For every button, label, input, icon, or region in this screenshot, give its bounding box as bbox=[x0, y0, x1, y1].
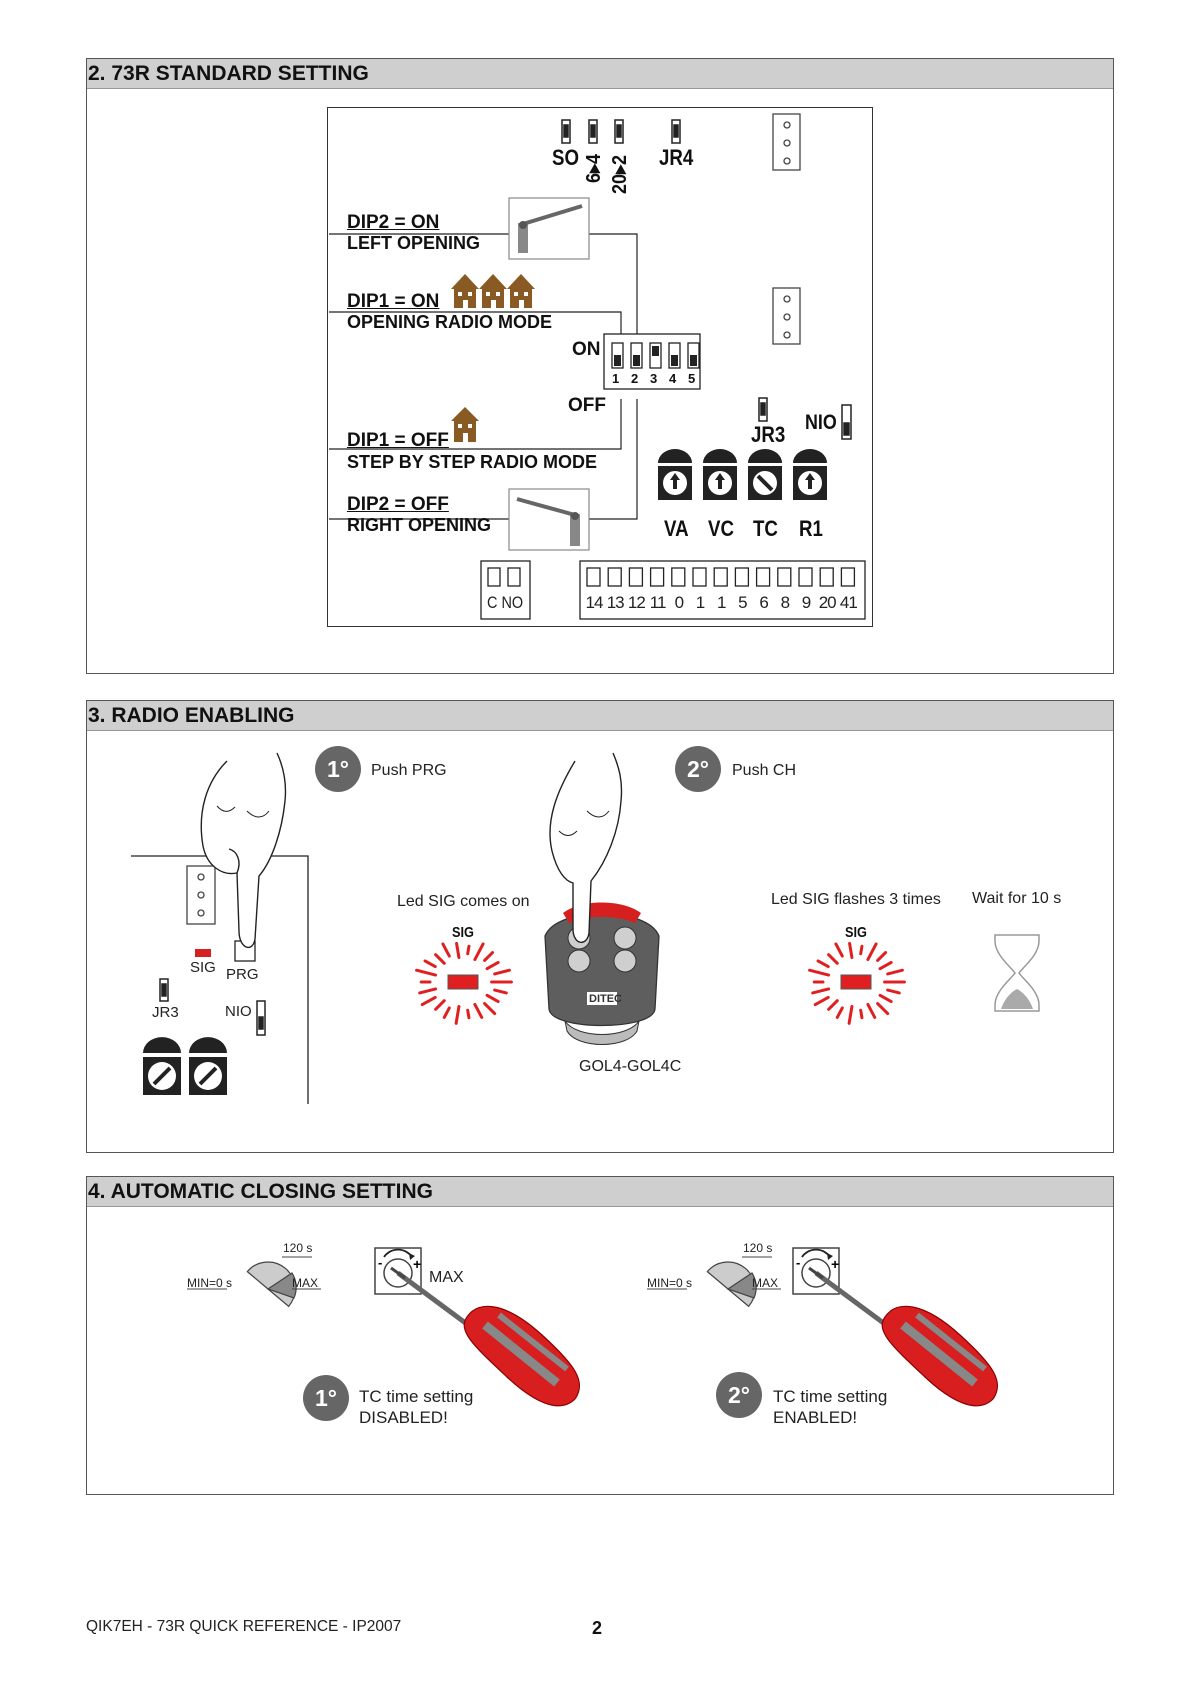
terminal-slot-icon bbox=[841, 568, 854, 586]
dip-num-1: 1 bbox=[612, 371, 620, 386]
led-flash-icon bbox=[810, 943, 905, 1023]
remote-brand-label: DITEC bbox=[589, 993, 622, 1005]
step1-line1: TC time setting bbox=[359, 1387, 474, 1406]
svg-text:+: + bbox=[831, 1256, 840, 1272]
board-prg-label: PRG bbox=[226, 966, 259, 983]
trimmer-right-icon bbox=[189, 1037, 227, 1095]
terminal-label: 11 bbox=[649, 593, 666, 612]
terminal-label: 1 bbox=[695, 593, 705, 612]
trimmer-tc-label: TC bbox=[753, 516, 778, 541]
terminal-label: 6 bbox=[759, 593, 768, 612]
board-jr3-label: JR3 bbox=[152, 1004, 179, 1021]
terminal-label: 13 bbox=[606, 593, 624, 612]
led-sig-icon bbox=[195, 949, 211, 957]
jumper-nio-icon bbox=[842, 405, 851, 439]
footer-document-id: QIK7EH - 73R QUICK REFERENCE - IP2007 bbox=[86, 1618, 402, 1635]
terminal-slot-icon bbox=[608, 568, 621, 586]
section-automatic-closing bbox=[86, 1176, 1114, 1495]
terminal-slot-icon bbox=[799, 568, 812, 586]
trimmer-max-label: MAX bbox=[429, 1269, 464, 1286]
jumper-jr3-icon bbox=[759, 398, 767, 421]
dial2-min: MIN=0 s bbox=[647, 1276, 693, 1290]
closing-setting-shapes bbox=[87, 1177, 1113, 1494]
led-on-text: Led SIG comes on bbox=[397, 893, 530, 910]
terminal-c-label: C bbox=[487, 593, 498, 612]
dip1-off-desc: STEP BY STEP RADIO MODE bbox=[347, 452, 598, 472]
step2-text: Push CH bbox=[732, 762, 797, 779]
hourglass-icon bbox=[995, 935, 1039, 1011]
terminal-slot-icon bbox=[757, 568, 770, 586]
jumper-nio-icon bbox=[257, 1001, 265, 1035]
board-sig-label: SIG bbox=[190, 959, 216, 976]
dip-off-label: OFF bbox=[568, 395, 606, 416]
terminal-labels bbox=[87, 593, 1113, 617]
terminal-label: 0 bbox=[674, 593, 684, 612]
houses-multi-icon bbox=[451, 274, 535, 308]
dip-on-label: ON bbox=[572, 339, 601, 360]
dip1-on-title: DIP1 = ON bbox=[347, 291, 440, 312]
dial2-max-time: 120 s bbox=[743, 1241, 773, 1255]
dial1-min: MIN=0 s bbox=[187, 1276, 233, 1290]
dip2-on-desc: LEFT OPENING bbox=[347, 233, 481, 253]
step1-badge: 1° bbox=[303, 1375, 349, 1421]
trimmer-r1-label: R1 bbox=[799, 516, 823, 541]
jumper-64-icon bbox=[589, 120, 597, 143]
jumper-jr4-label: JR4 bbox=[659, 145, 694, 170]
section-standard-setting bbox=[86, 58, 1114, 674]
terminal-label: 41 bbox=[839, 593, 857, 612]
terminal-label: 20 bbox=[818, 593, 836, 612]
trimmer-vc-icon bbox=[703, 449, 737, 500]
step2-line2: ENABLED! bbox=[773, 1408, 858, 1427]
step1-line2: DISABLED! bbox=[359, 1408, 448, 1427]
terminal-no-label: NO bbox=[501, 593, 524, 612]
jumper-64-label: 6▸4 bbox=[583, 153, 605, 183]
jumper-jr3-label: JR3 bbox=[751, 422, 786, 447]
trimmer-vc-label: VC bbox=[708, 516, 734, 541]
jumper-202-label: 20▸2 bbox=[609, 154, 631, 194]
dial2-max: MAX bbox=[752, 1276, 779, 1290]
step2-line1: TC time setting bbox=[773, 1387, 888, 1406]
dip2-off-title: DIP2 = OFF bbox=[347, 494, 449, 515]
svg-text:-: - bbox=[378, 1255, 383, 1270]
section-title: 4. AUTOMATIC CLOSING SETTING bbox=[87, 1177, 1113, 1207]
barrier-right-icon bbox=[509, 489, 589, 550]
house-single-icon bbox=[451, 407, 479, 442]
terminal-slot-icon bbox=[629, 568, 642, 586]
board-diagram-shapes bbox=[87, 59, 1113, 673]
sig-label-2: SIG bbox=[845, 924, 867, 941]
dip-num-5: 5 bbox=[688, 371, 696, 386]
header-icon bbox=[187, 866, 215, 924]
trimmer-va-icon bbox=[658, 449, 692, 500]
jumper-so-label: SO bbox=[552, 145, 580, 170]
jumper-jr3-icon bbox=[160, 979, 168, 1001]
jumper-jr4-icon bbox=[672, 120, 680, 143]
jumper-so-icon bbox=[562, 120, 570, 143]
step2-badge: 2° bbox=[675, 746, 721, 792]
terminal-slot-icon bbox=[693, 568, 706, 586]
terminal-slot-icon bbox=[735, 568, 748, 586]
dip-num-3: 3 bbox=[650, 371, 658, 386]
remote-control-icon bbox=[545, 903, 659, 1045]
terminal-slot-icon bbox=[778, 568, 791, 586]
terminal-label: 8 bbox=[780, 593, 790, 612]
section-title: 3. RADIO ENABLING bbox=[87, 701, 1113, 731]
barrier-left-icon bbox=[509, 198, 589, 259]
trimmer-left-icon bbox=[143, 1037, 181, 1095]
led-flash-text: Led SIG flashes 3 times bbox=[771, 891, 941, 908]
terminal-label: 14 bbox=[585, 593, 603, 612]
dip-num-2: 2 bbox=[631, 371, 639, 386]
jumper-nio-label: NIO bbox=[805, 411, 837, 434]
trimmer-va-label: VA bbox=[664, 516, 689, 541]
header-top-icon bbox=[773, 114, 800, 170]
step1-badge: 1° bbox=[315, 746, 361, 792]
led-flash-icon bbox=[417, 943, 512, 1023]
board-nio-label: NIO bbox=[225, 1003, 252, 1020]
terminal-label: 12 bbox=[627, 593, 645, 612]
terminal-slot-icon bbox=[587, 568, 600, 586]
step2-badge: 2° bbox=[716, 1372, 762, 1418]
screwdriver-icon bbox=[809, 1268, 998, 1406]
wait-text: Wait for 10 s bbox=[972, 890, 1062, 907]
terminal-slot-icon bbox=[672, 568, 685, 586]
page-number: 2 bbox=[592, 1618, 603, 1638]
trimmer-r1-icon bbox=[793, 449, 827, 500]
jumper-202-icon bbox=[615, 120, 623, 143]
svg-text:+: + bbox=[413, 1256, 422, 1272]
svg-text:-: - bbox=[796, 1255, 801, 1270]
terminal-label: 5 bbox=[738, 593, 747, 612]
radio-enabling-shapes bbox=[87, 701, 1113, 1152]
dip1-off-title: DIP1 = OFF bbox=[347, 430, 449, 451]
terminal-slot-icon bbox=[820, 568, 833, 586]
remote-model-label: GOL4-GOL4C bbox=[579, 1058, 682, 1075]
dip-num-4: 4 bbox=[669, 371, 677, 386]
terminal-label: 9 bbox=[801, 593, 811, 612]
section-title: 2. 73R STANDARD SETTING bbox=[87, 59, 1113, 89]
dial1-max-time: 120 s bbox=[283, 1241, 313, 1255]
trimmer-tc-icon bbox=[748, 449, 782, 500]
dial1-max: MAX bbox=[292, 1276, 319, 1290]
dip1-on-desc: OPENING RADIO MODE bbox=[347, 312, 553, 332]
header-mid-icon bbox=[773, 288, 800, 344]
step1-text: Push PRG bbox=[371, 762, 447, 779]
screwdriver-icon bbox=[391, 1268, 580, 1406]
terminal-label: 1 bbox=[716, 593, 726, 612]
sig-label-1: SIG bbox=[452, 924, 474, 941]
dip2-off-desc: RIGHT OPENING bbox=[347, 515, 492, 535]
dip2-on-title: DIP2 = ON bbox=[347, 212, 440, 233]
section-radio-enabling bbox=[86, 700, 1114, 1153]
terminal-slot-icon bbox=[714, 568, 727, 586]
terminal-slot-icon bbox=[651, 568, 664, 586]
